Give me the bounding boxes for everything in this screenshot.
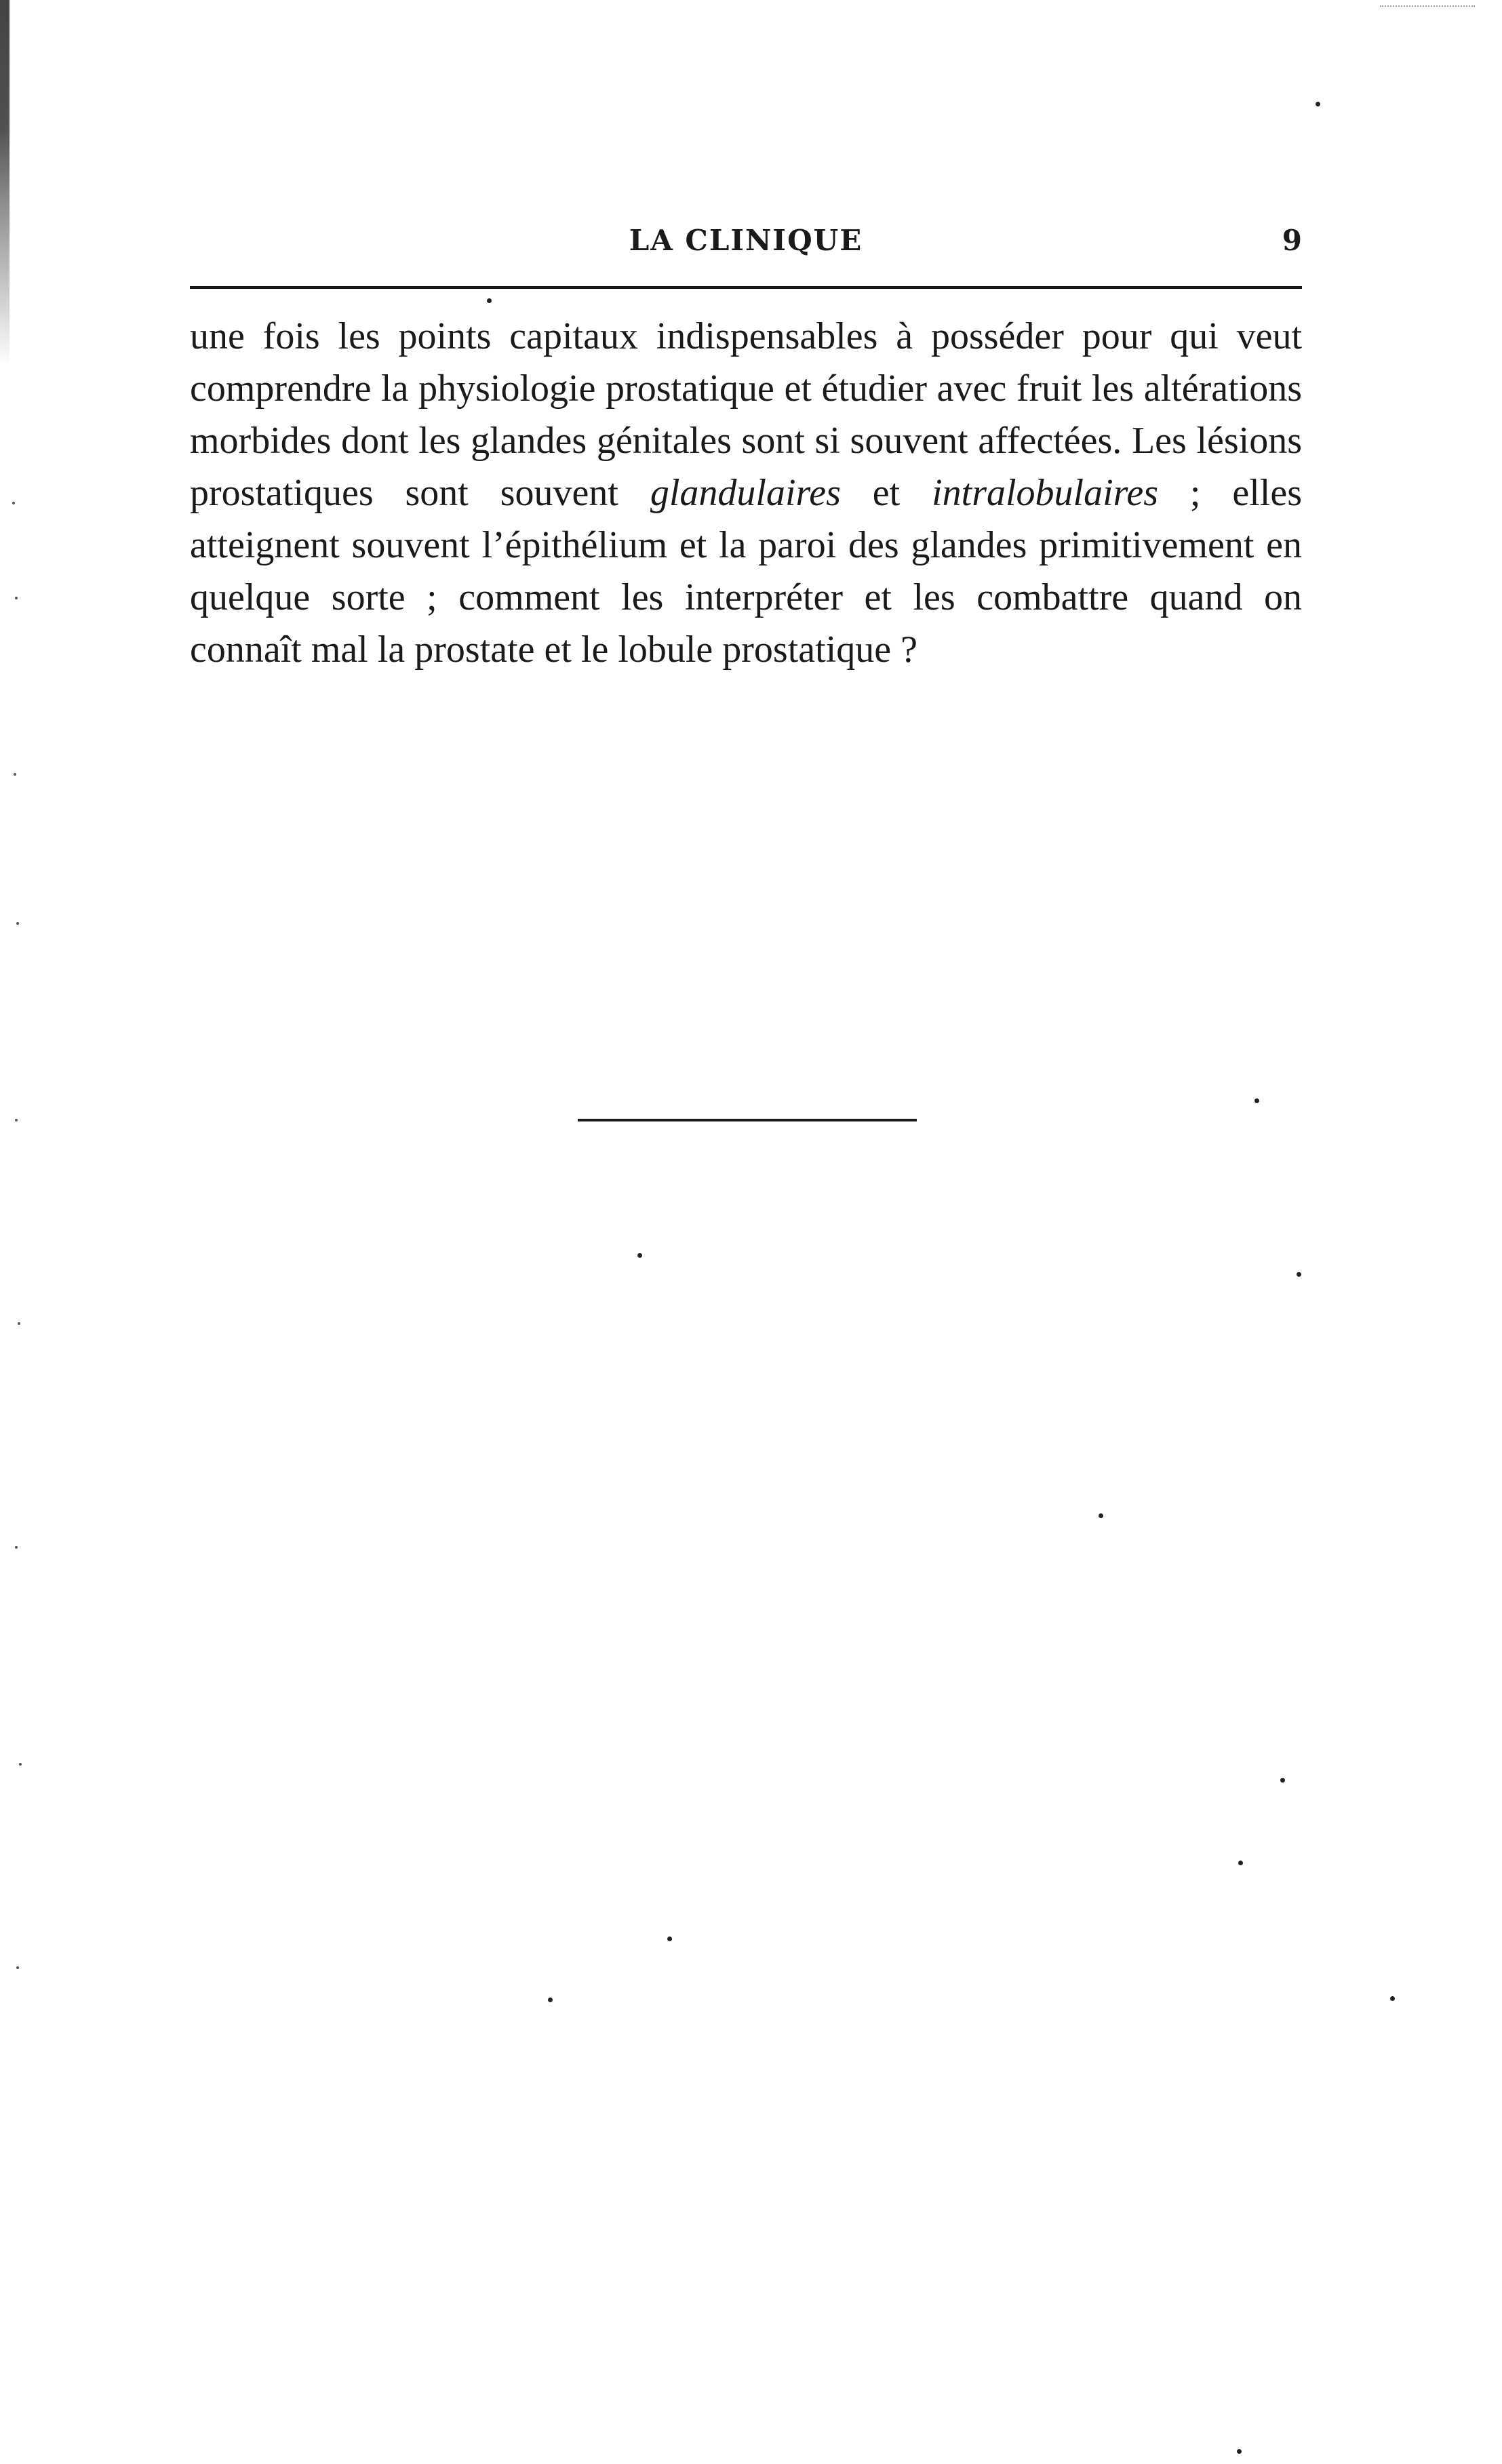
scan-speck [16,922,19,925]
scan-speck [1254,1098,1259,1103]
scan-speck [1390,1996,1395,2001]
page-header [190,224,1302,264]
body-text-segment: et [840,472,932,514]
scan-speck [1297,1272,1301,1277]
scan-edge-artifact [0,0,9,366]
scan-speck [1316,102,1320,106]
body-text-segment: ; elles atteignent souvent l’épithélium et la paroi des glandes primitivement en quelque sorte ; comment les interpréter et les combattre quand on connaît mal la prostate et le lobule prostatique ? [190,472,1302,671]
scan-speck [637,1253,642,1258]
italic-term: glandulaires [650,472,841,514]
scan-speck [15,1119,18,1121]
header-rule [190,286,1302,289]
scan-speck [1099,1513,1103,1518]
scan-speck [12,502,15,504]
scan-speck [19,1763,22,1766]
scan-artifact-dash [1380,5,1475,8]
scan-speck [15,1546,18,1549]
scan-speck [1238,1861,1243,1865]
scan-speck [18,1322,20,1325]
scan-speck [14,773,16,776]
scan-speck [667,1936,672,1941]
page-number: 9 [1282,224,1302,257]
body-paragraph [190,311,1302,676]
section-end-rule [578,1119,917,1121]
scan-speck [1237,2449,1242,2454]
scan-speck [1280,1778,1285,1783]
scan-speck [487,298,492,303]
scan-speck [15,597,18,599]
scan-speck [548,1998,553,2002]
scan-speck [16,1966,19,1969]
running-title: LA CLINIQUE [629,224,863,257]
body-text-segment: une fois les points capitaux indispensables à posséder pour qui veut comprendre la physiologie prostatique et étudier avec fruit les altérations morbides dont les glandes génitales sont si souvent affectées. Les lésions prostatiques sont souvent [190,315,1302,514]
italic-term: intralobulaires [932,472,1159,514]
